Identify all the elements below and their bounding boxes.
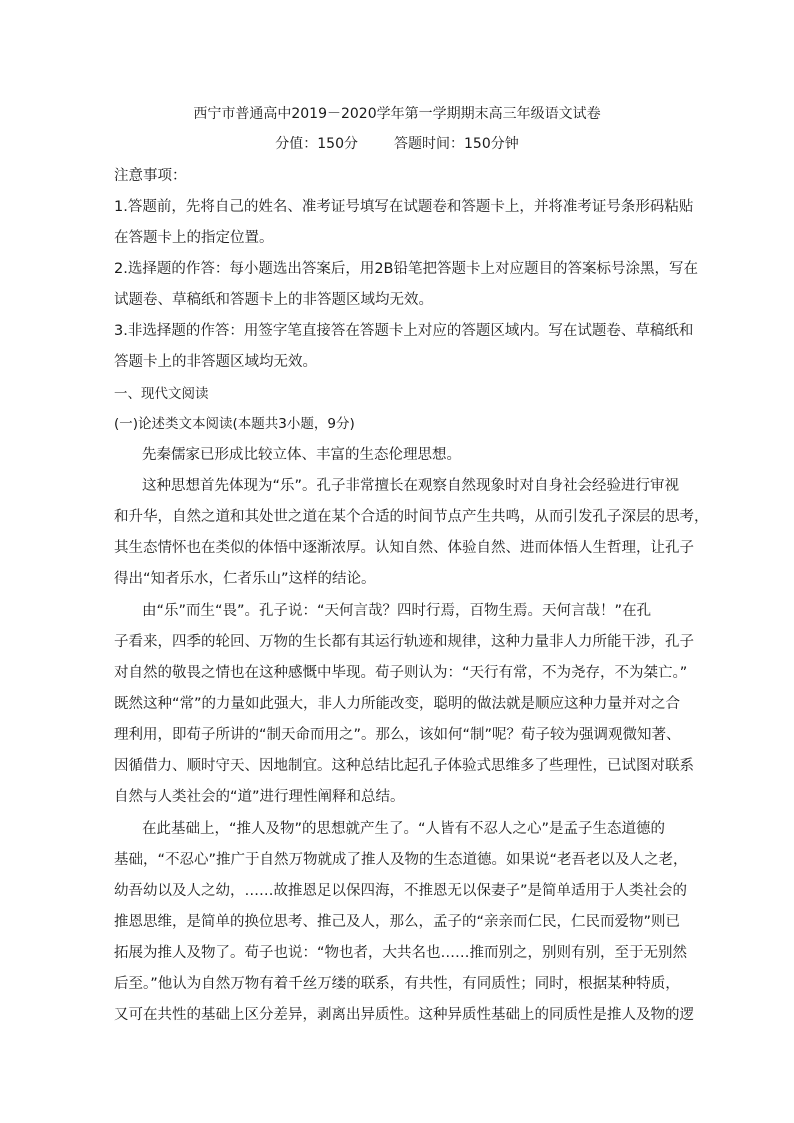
notice-line: 2.选择题的作答：每小题选出答案后，用2B铅笔把答题卡上对应题目的答案标号涂黑，写在 [114, 261, 699, 277]
paragraph-line: 自然与人类社会的“道”进行理性阐释和总结。 [114, 789, 405, 805]
exam-info [0, 134, 794, 154]
notice-line: 答题卡上的非答题区域均无效。 [114, 354, 317, 370]
paragraph-line: 其生态情怀也在类似的体悟中逐渐浓厚。认知自然、体验自然、进而体悟人生哲理，让孔子 [114, 540, 694, 556]
paragraph-line: 子看来，四季的轮回、万物的生长都有其运行轨迹和规律，这种力量非人力所能干涉，孔子 [114, 634, 694, 650]
paragraph-line: 推恩思维，是简单的换位思考、推己及人，那么，孟子的“亲亲而仁民，仁民而爱物”则已 [114, 914, 681, 930]
notice-line: 3.非选择题的作答：用签字笔直接答在答题卡上对应的答题区域内。写在试题卷、草稿纸和 [114, 323, 694, 339]
paragraph-line: 拓展为推人及物了。荀子也说：“物也者，大共名也……推而别之，别则有别，至于无别然 [114, 945, 688, 961]
paragraph-line: 基础，“不忍心”推广于自然万物就成了推人及物的生态道德。如果说“老吾老以及人之老， [114, 852, 688, 868]
paragraph-line: 这种思想首先体现为“乐”。孔子非常擅长在观察自然现象时对自身社会经验进行审视 [142, 478, 680, 494]
exam-title: 西宁市普通高中2019－2020学年第一学期期末高三年级语文试卷 [193, 106, 601, 122]
notice-line: 1.答题前，先将自己的姓名、准考证号填写在试题卷和答题卡上，并将准考证号条形码粘贴 [114, 199, 694, 215]
paragraph-line: 理利用，即荀子所讲的“制天命而用之”。那么，该如何“制”呢？荀子较为强调观微知著、 [114, 727, 681, 743]
paragraph-line: 幼吾幼以及人之幼，……故推恩足以保四海，不推恩无以保妻子”是简单适用于人类社会的 [114, 883, 688, 899]
paragraph-line: 先秦儒家已形成比较立体、丰富的生态伦理思想。 [142, 447, 461, 463]
notice-line: 在答题卡上的指定位置。 [114, 230, 274, 246]
notice-line: 试题卷、草稿纸和答题卡上的非答题区域均无效。 [114, 292, 433, 308]
subsection-heading: (一)论述类文本阅读(本题共3小题，9分) [114, 416, 355, 432]
paragraph-line: 在此基础上，“推人及物”的思想就产生了。“人皆有不忍人之心”是孟子生态道德的 [142, 821, 666, 837]
notice-heading: 注意事项： [114, 168, 187, 184]
paragraph-line: 既然这种“常”的力量如此强大，非人力所能改变，聪明的做法就是顺应这种力量并对之合 [114, 696, 681, 712]
paragraph-line: 后至。”他认为自然万物有着千丝万缕的联系，有共性，有同质性；同时，根据某种特质， [114, 976, 680, 992]
paragraph-line: 和升华，自然之道和其处世之道在某个合适的时间节点产生共鸣，从而引发孔子深层的思考， [114, 509, 709, 525]
paragraph-line: 因循借力、顺时守天、因地制宜。这种总结比起孔子体验式思维多了些理性，已试图对联系 [114, 758, 694, 774]
paragraph-line: 又可在共性的基础上区分差异，剥离出异质性。这种异质性基础上的同质性是推人及物的逻 [114, 1007, 694, 1023]
score-label: 分值：150分 [275, 136, 358, 152]
section-heading: 一、现代文阅读 [114, 386, 209, 402]
paragraph-line: 由“乐”而生“畏”。孔子说：“天何言哉？四时行焉，百物生焉。天何言哉！”在孔 [142, 603, 652, 619]
time-label: 答题时间：150分钟 [394, 136, 519, 152]
paragraph-line: 对自然的敬畏之情也在这种感慨中毕现。荀子则认为：“天行有常，不为尧存，不为桀亡。” [114, 665, 688, 681]
paragraph-line: 得出“知者乐水，仁者乐山”这样的结论。 [114, 571, 376, 587]
